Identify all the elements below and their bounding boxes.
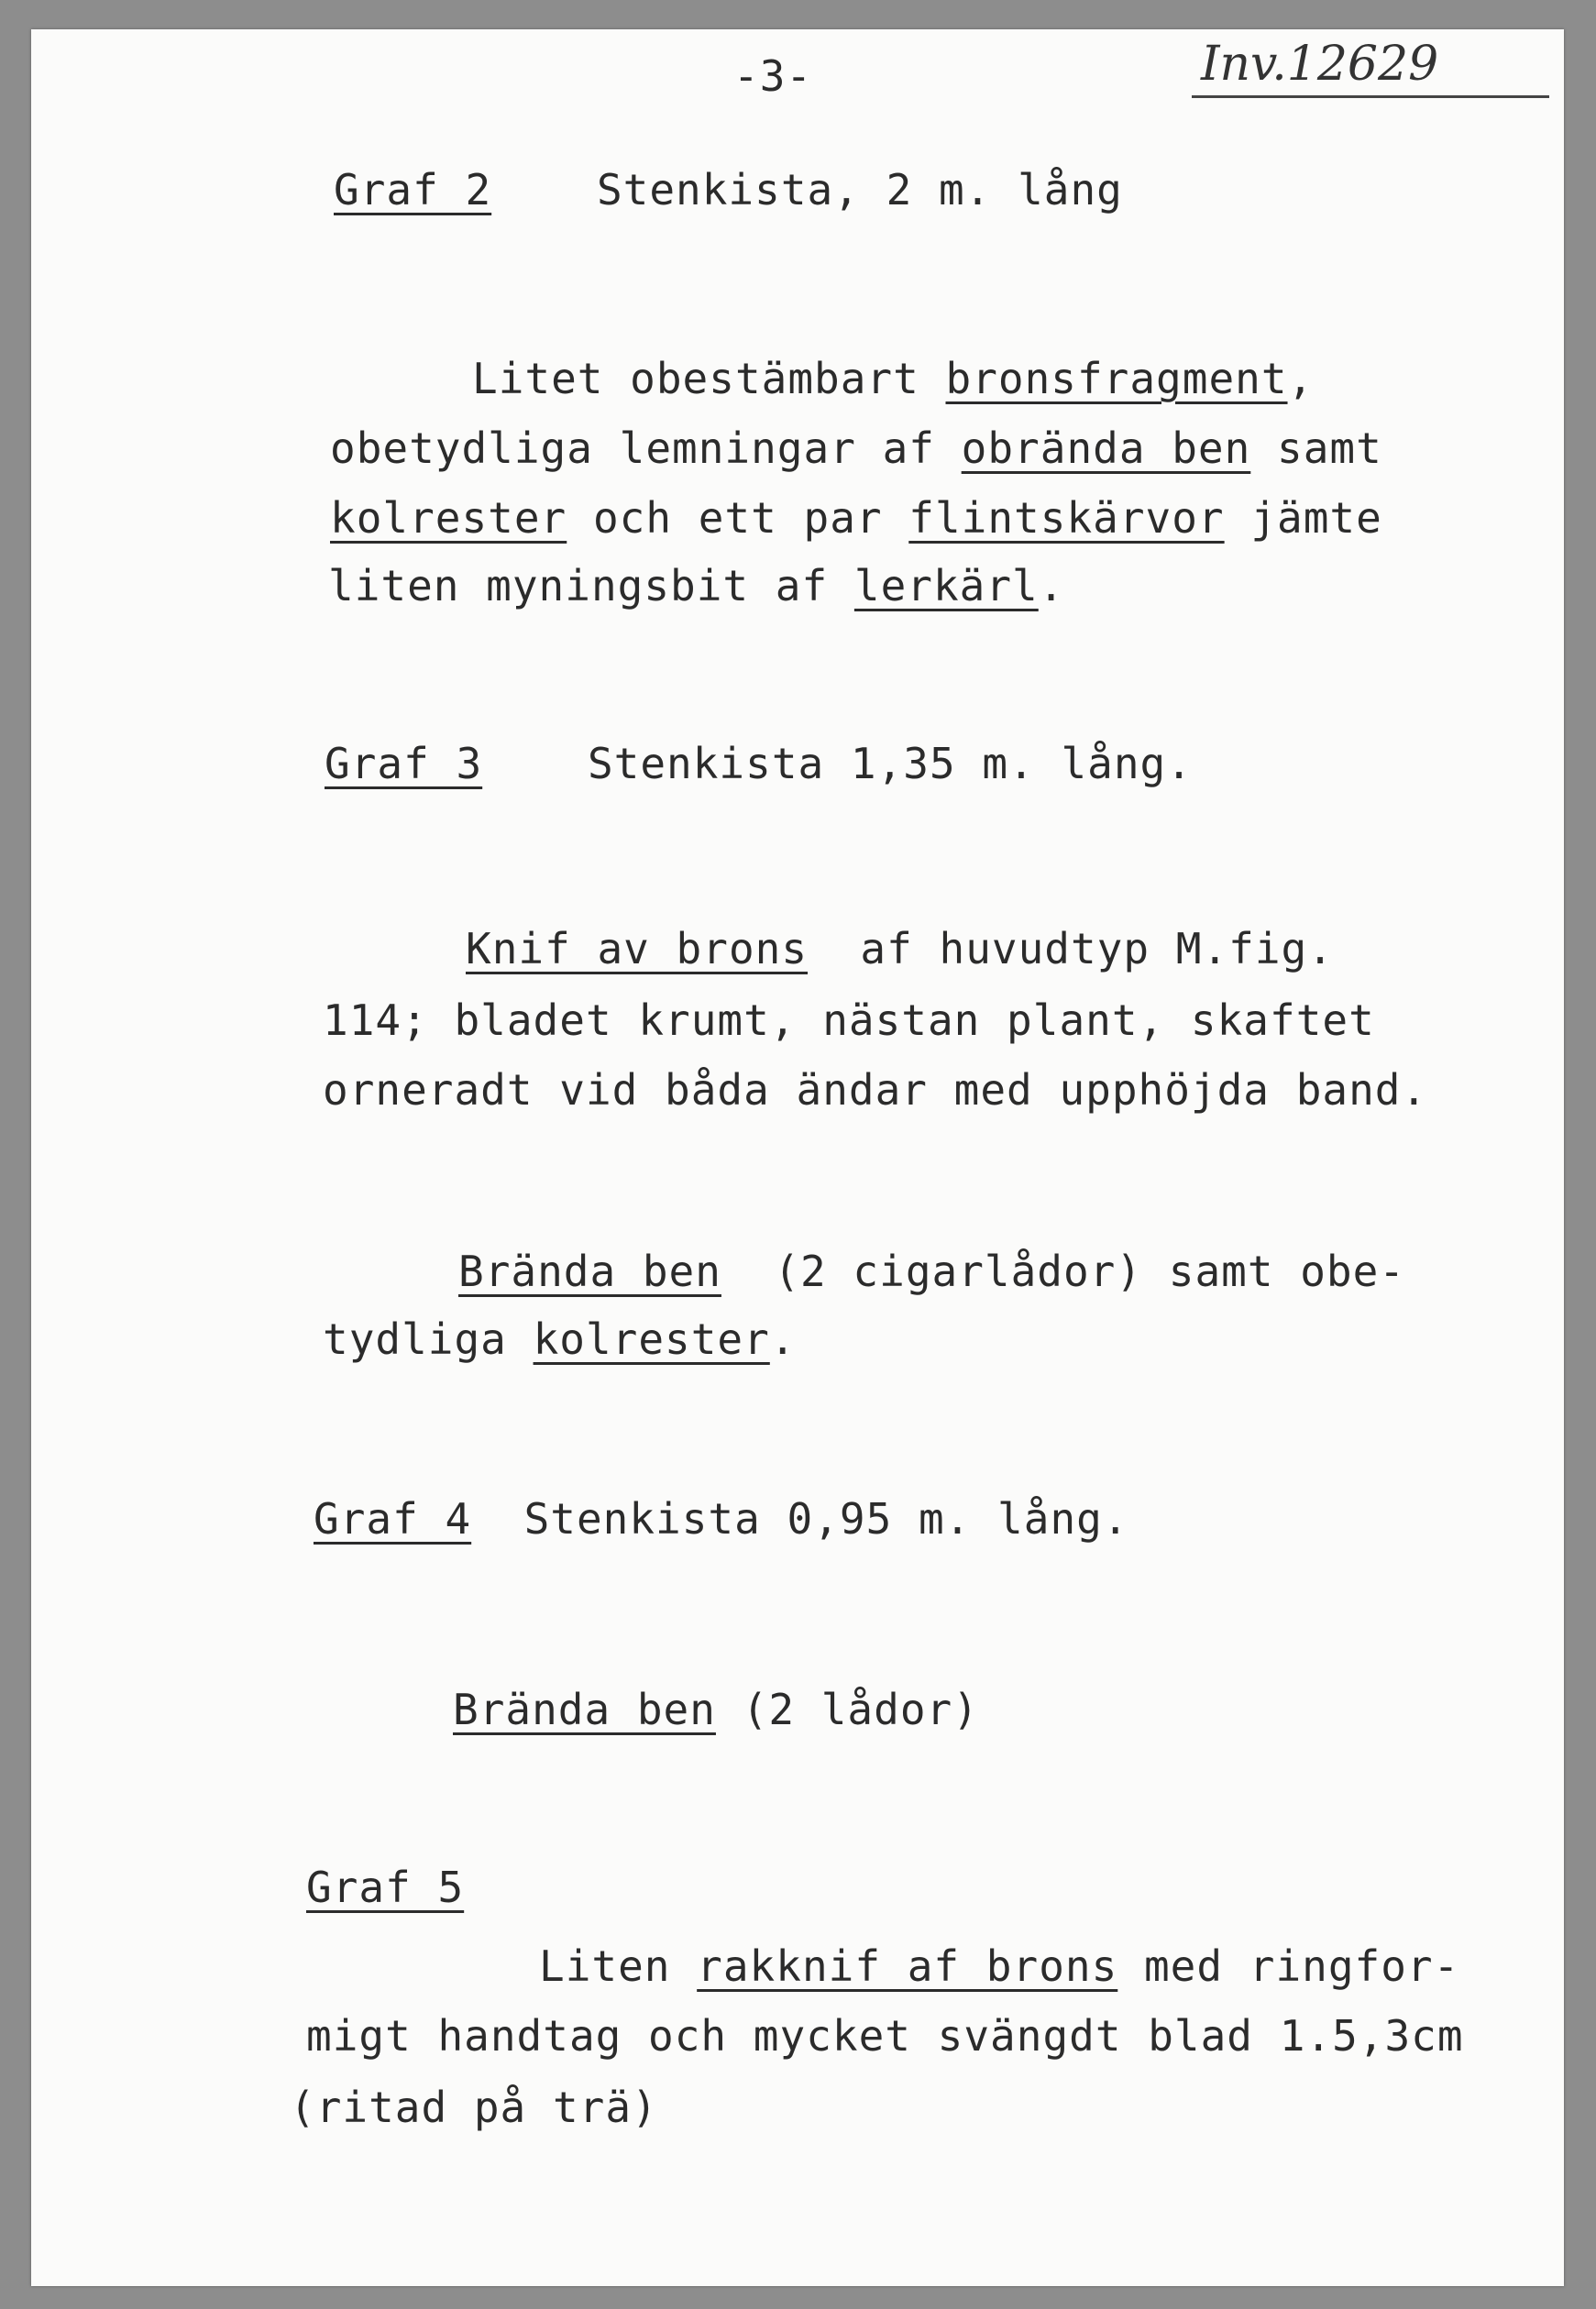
graf4-header: [314, 1494, 1129, 1544]
page-number: -3-: [733, 51, 813, 101]
underlined-term: Brända ben: [458, 1247, 721, 1296]
text: jämte: [1224, 493, 1382, 543]
underlined-term: kolrester: [533, 1314, 770, 1364]
text: (2 cigarlådor) samt obe-: [721, 1247, 1406, 1296]
graf3-title: Stenkista 1,35 m. lång.: [587, 739, 1193, 788]
text: obetydliga lemningar af: [330, 423, 962, 473]
text: samt: [1250, 423, 1382, 473]
underlined-term: kolrester: [330, 493, 567, 543]
graf2-line-1: [472, 354, 1315, 403]
text: liten myningsbit af: [328, 561, 854, 610]
text: ,: [1287, 354, 1315, 403]
text: Litet obestämbart: [472, 354, 946, 403]
graf2-header: [334, 165, 1123, 214]
graf5-header: [306, 1863, 465, 1912]
inventory-underline: [1192, 95, 1549, 98]
graf2-title: Stenkista, 2 m. lång: [596, 165, 1123, 214]
graf3-p2-line-2: [323, 1314, 797, 1364]
text: .: [1038, 561, 1065, 610]
underlined-term: Brända ben: [453, 1685, 716, 1734]
graf3-header: [325, 739, 1193, 788]
underlined-term: bronsfragment: [945, 354, 1288, 403]
underlined-term: obrända ben: [961, 423, 1251, 473]
underlined-term: flintskärvor: [908, 493, 1225, 543]
graf3-p1-line-2: 114; bladet krumt, nästan plant, skaftet: [323, 995, 1375, 1045]
graf2-line-3: [330, 493, 1382, 543]
graf4-paragraph: [453, 1685, 979, 1734]
graf5-line-1: [539, 1941, 1460, 1991]
graf3-p1-line-3: orneradt vid båda ändar med upphöjda band.: [323, 1065, 1428, 1115]
text: Liten: [539, 1941, 698, 1991]
graf4-title: Stenkista 0,95 m. lång.: [523, 1494, 1129, 1544]
graf3-p1-line-1: [466, 924, 1334, 973]
text: och ett par: [567, 493, 909, 543]
graf5-line-3: (ritad på trä): [290, 2083, 658, 2132]
graf5-line-2: migt handtag och mycket svängdt blad 1.5,3cm: [306, 2011, 1464, 2061]
graf3-heading: Graf 3: [325, 739, 483, 788]
graf2-line-2: [330, 423, 1382, 473]
graf2-line-4: [328, 561, 1065, 610]
text: (2 lådor): [715, 1685, 979, 1734]
graf4-heading: Graf 4: [314, 1494, 472, 1544]
graf3-p2-line-1: [458, 1247, 1406, 1296]
underlined-term: rakknif af brons: [697, 1941, 1118, 1991]
graf5-heading: Graf 5: [306, 1863, 465, 1912]
text: med ringfor-: [1117, 1941, 1460, 1991]
graf2-heading: Graf 2: [334, 165, 492, 214]
text: tydliga: [323, 1314, 534, 1364]
underlined-term: Knif av brons: [466, 924, 809, 973]
text: af huvudtyp M.fig.: [808, 924, 1334, 973]
text: .: [769, 1314, 797, 1364]
underlined-term: lerkärl: [853, 561, 1039, 610]
inventory-mark: Inv.12629: [1201, 37, 1439, 92]
